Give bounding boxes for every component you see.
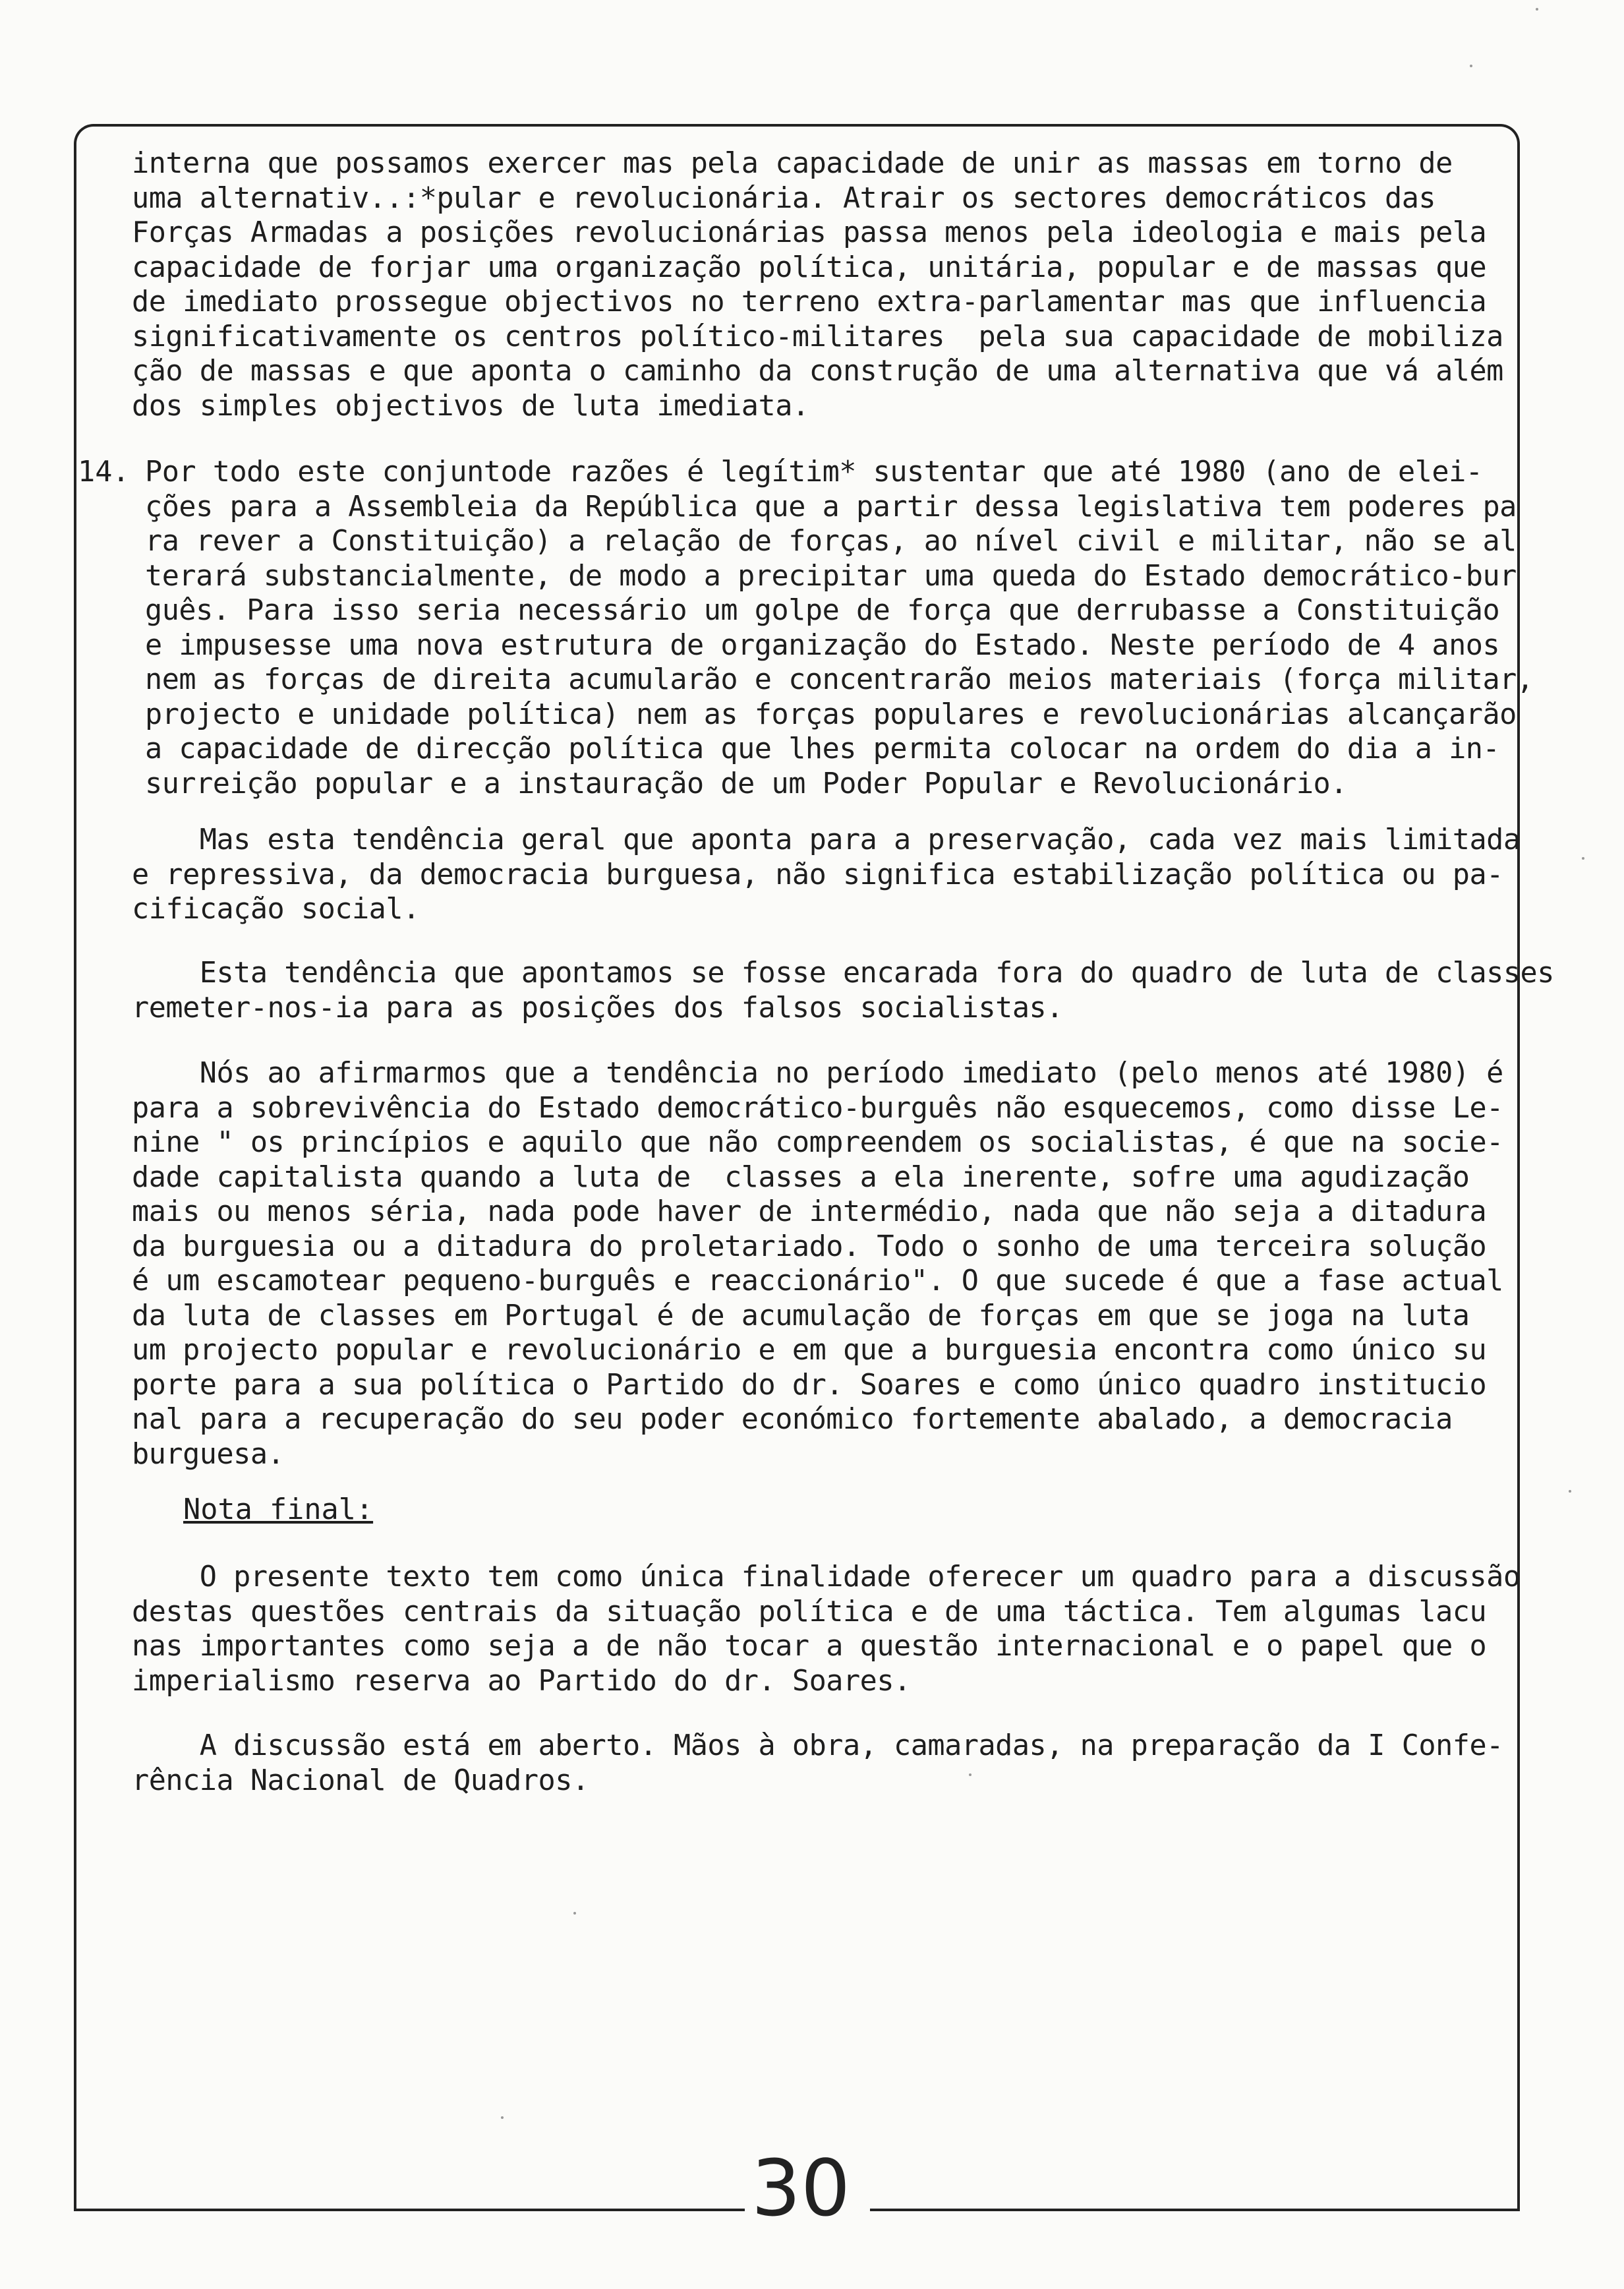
paragraph-number: 14. xyxy=(78,456,130,489)
final-note-paragraph xyxy=(132,1560,1521,1698)
text-line: da luta de classes em Portugal é de acumulação de forças em que se joga na luta xyxy=(132,1299,1470,1332)
text-line: surreição popular e a instauração de um Poder Popular e Revolucionário. xyxy=(145,767,1347,800)
paragraph-lenine xyxy=(132,1056,1503,1472)
page-number: 30 xyxy=(745,2149,857,2227)
text-line: Nós ao afirmarmos que a tendência no período imediato (pelo menos até 1980) é xyxy=(132,1057,1503,1090)
text-line: ções para a Assembleia da República que a partir dessa legislativa tem poderes pa xyxy=(145,490,1517,523)
text-line: rência Nacional de Quadros. xyxy=(132,1764,589,1797)
text-line: cificação social. xyxy=(132,893,420,926)
text-line: Forças Armadas a posições revolucionárias passa menos pela ideologia e mais pela xyxy=(132,216,1487,249)
text-line: significativamente os centros político-militares pela sua capacidade de mobiliza xyxy=(132,320,1503,353)
text-line: dos simples objectivos de luta imediata. xyxy=(132,389,809,423)
text-line: porte para a sua política o Partido do dr. Soares e como único quadro institucio xyxy=(132,1368,1487,1402)
paragraph-intro xyxy=(132,146,1503,423)
text-line: imperialismo reserva ao Partido do dr. Soares. xyxy=(132,1664,911,1698)
text-line: nas importantes como seja a de não tocar a questão internacional e o papel que o xyxy=(132,1630,1487,1663)
paragraph-14 xyxy=(145,455,1534,801)
text-line: uma alternativ..:*pular e revolucionária. Atrair os sectores democráticos das xyxy=(132,181,1436,215)
text-line: terará substancialmente, de modo a precipitar uma queda do Estado democrático-bur xyxy=(145,559,1517,593)
closing-paragraph xyxy=(132,1729,1503,1798)
text-line: A discussão está em aberto. Mãos à obra, camaradas, na preparação da I Confe- xyxy=(132,1729,1503,1762)
text-line: interna que possamos exercer mas pela capacidade de unir as massas em torno de xyxy=(132,147,1453,180)
text-line: dade capitalista quando a luta de classes a ela inerente, sofre uma agudização xyxy=(132,1160,1470,1194)
paragraph-classes xyxy=(132,956,1554,1025)
text-line: mais ou menos séria, nada pode haver de intermédio, nada que não seja a ditadura xyxy=(132,1195,1487,1228)
bottom-rule-right xyxy=(870,2209,1517,2211)
text-line: remeter-nos-ia para as posições dos falsos socialistas. xyxy=(132,991,1063,1025)
text-line: e impusesse uma nova estrutura de organização do Estado. Neste período de 4 anos xyxy=(145,628,1500,662)
text-line: ra rever a Constituição) a relação de forças, ao nível civil e militar, não se al xyxy=(145,525,1517,558)
text-line: Mas esta tendência geral que aponta para a preservação, cada vez mais limitada xyxy=(132,823,1521,856)
text-line: nal para a recuperação do seu poder económico fortemente abalado, a democracia xyxy=(132,1403,1453,1436)
text-line: capacidade de forjar uma organização política, unitária, popular e de massas que xyxy=(132,251,1487,284)
text-line: um projecto popular e revolucionário e em que a burguesia encontra como único su xyxy=(132,1334,1487,1367)
text-line: burguesa. xyxy=(132,1437,285,1471)
text-line: da burguesia ou a ditadura do proletariado. Todo o sonho de uma terceira solução xyxy=(132,1230,1487,1263)
text-line: nem as forças de direita acumularão e concentrarão meios materiais (força militar, xyxy=(145,663,1534,696)
text-line: de imediato prossegue objectivos no terreno extra-parlamentar mas que influencia xyxy=(132,285,1487,318)
text-line: e repressiva, da democracia burguesa, não significa estabilização política ou pa- xyxy=(132,858,1503,891)
bottom-rule-left xyxy=(74,2209,759,2211)
text-line: é um escamotear pequeno-burguês e reaccionário". O que sucede é que a fase actual xyxy=(132,1264,1503,1297)
text-line: destas questões centrais da situação política e de uma táctica. Tem algumas lacu xyxy=(132,1595,1487,1628)
text-line: guês. Para isso seria necessário um golpe de força que derrubasse a Constituição xyxy=(145,594,1500,627)
text-line: projecto e unidade política) nem as forças populares e revolucionárias alcançarão xyxy=(145,698,1517,731)
text-line: nine " os princípios e aquilo que não compreendem os socialistas, é que na socie- xyxy=(132,1126,1503,1159)
paragraph-tendencia xyxy=(132,823,1521,927)
final-note-heading: Nota final: xyxy=(183,1493,374,1526)
text-line: a capacidade de direcção política que lhes permita colocar na ordem do dia a in- xyxy=(145,732,1500,765)
text-line: O presente texto tem como única finalidade oferecer um quadro para a discussão xyxy=(132,1561,1521,1593)
text-line: para a sobrevivência do Estado democrático-burguês não esquecemos, como disse Le- xyxy=(132,1091,1503,1125)
text-line: Esta tendência que apontamos se fosse encarada fora do quadro de luta de classes xyxy=(132,957,1554,990)
text-line: Por todo este conjuntode razões é legítim* sustentar que até 1980 (ano de elei- xyxy=(145,456,1483,489)
text-line: ção de massas e que aponta o caminho da construção de uma alternativa que vá além xyxy=(132,355,1503,388)
